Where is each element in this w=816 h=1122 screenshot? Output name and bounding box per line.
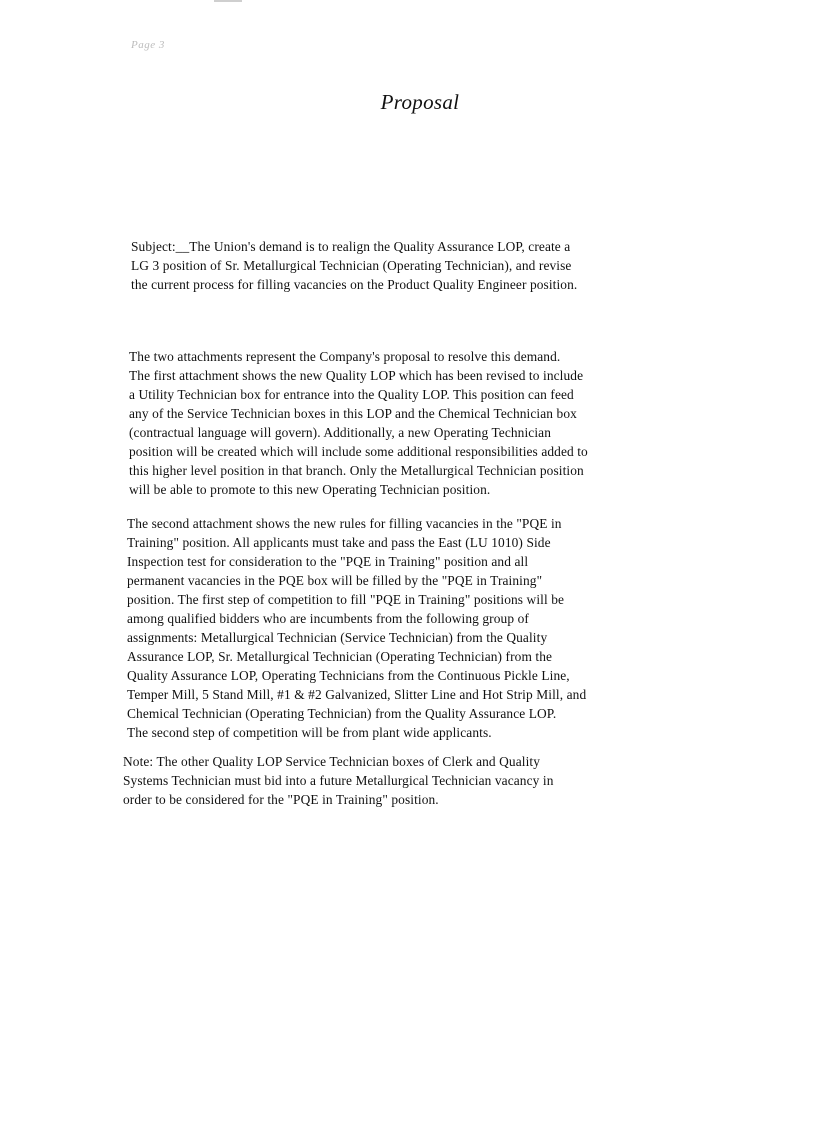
scan-artifact-mark [214, 0, 242, 2]
note-paragraph [123, 752, 703, 809]
paragraph-line: The second attachment shows the new rules for filling vacancies in the "PQE in [127, 516, 562, 531]
paragraph-line: a Utility Technician box for entrance into the Quality LOP. This position can feed [129, 387, 574, 402]
attachments-paragraph [129, 347, 709, 499]
page-number-label: Page 3 [131, 39, 165, 51]
paragraph-line: will be able to promote to this new Operating Technician position. [129, 482, 491, 497]
document-title: Proposal [380, 90, 460, 114]
subject-line: Subject:__The Union's demand is to realign the Quality Assurance LOP, create a [131, 239, 571, 254]
paragraph-line: Chemical Technician (Operating Technician) from the Quality Assurance LOP. [127, 706, 557, 721]
paragraph-line: The first attachment shows the new Quality LOP which has been revised to include [129, 368, 584, 383]
paragraph-line: The two attachments represent the Company's proposal to resolve this demand. [129, 349, 561, 364]
paragraph-line: Temper Mill, 5 Stand Mill, #1 & #2 Galvanized, Slitter Line and Hot Strip Mill, and [127, 687, 587, 702]
paragraph-line: among qualified bidders who are incumbents from the following group of [127, 611, 529, 626]
paragraph-line: position. The first step of competition to fill "PQE in Training" positions will be [127, 592, 565, 607]
paragraph-line: assignments: Metallurgical Technician (Service Technician) from the Quality [127, 630, 548, 645]
paragraph-line: Assurance LOP, Sr. Metallurgical Technician (Operating Technician) from the [127, 649, 553, 664]
paragraph-line: position will be created which will include some additional responsibilities added to [129, 444, 588, 459]
paragraph-line: The second step of competition will be from plant wide applicants. [127, 725, 492, 740]
paragraph-line: permanent vacancies in the PQE box will be filled by the "PQE in Training" [127, 573, 543, 588]
paragraph-line: any of the Service Technician boxes in this LOP and the Chemical Technician box [129, 406, 577, 421]
paragraph-line: Inspection test for consideration to the "PQE in Training" position and all [127, 554, 529, 569]
note-line: order to be considered for the "PQE in Training" position. [123, 792, 439, 807]
paragraph-line: Training" position. All applicants must take and pass the East (LU 1010) Side [127, 535, 551, 550]
subject-paragraph [131, 237, 701, 294]
note-line: Systems Technician must bid into a future Metallurgical Technician vacancy in [123, 773, 554, 788]
note-line: Note: The other Quality LOP Service Technician boxes of Clerk and Quality [123, 754, 541, 769]
paragraph-line: (contractual language will govern). Additionally, a new Operating Technician [129, 425, 552, 440]
subject-line: LG 3 position of Sr. Metallurgical Technician (Operating Technician), and revise [131, 258, 572, 273]
paragraph-line: Quality Assurance LOP, Operating Technicians from the Continuous Pickle Line, [127, 668, 570, 683]
subject-line: the current process for filling vacancies on the Product Quality Engineer position. [131, 277, 578, 292]
paragraph-line: this higher level position in that branch. Only the Metallurgical Technician position [129, 463, 584, 478]
vacancy-rules-paragraph [127, 514, 709, 742]
